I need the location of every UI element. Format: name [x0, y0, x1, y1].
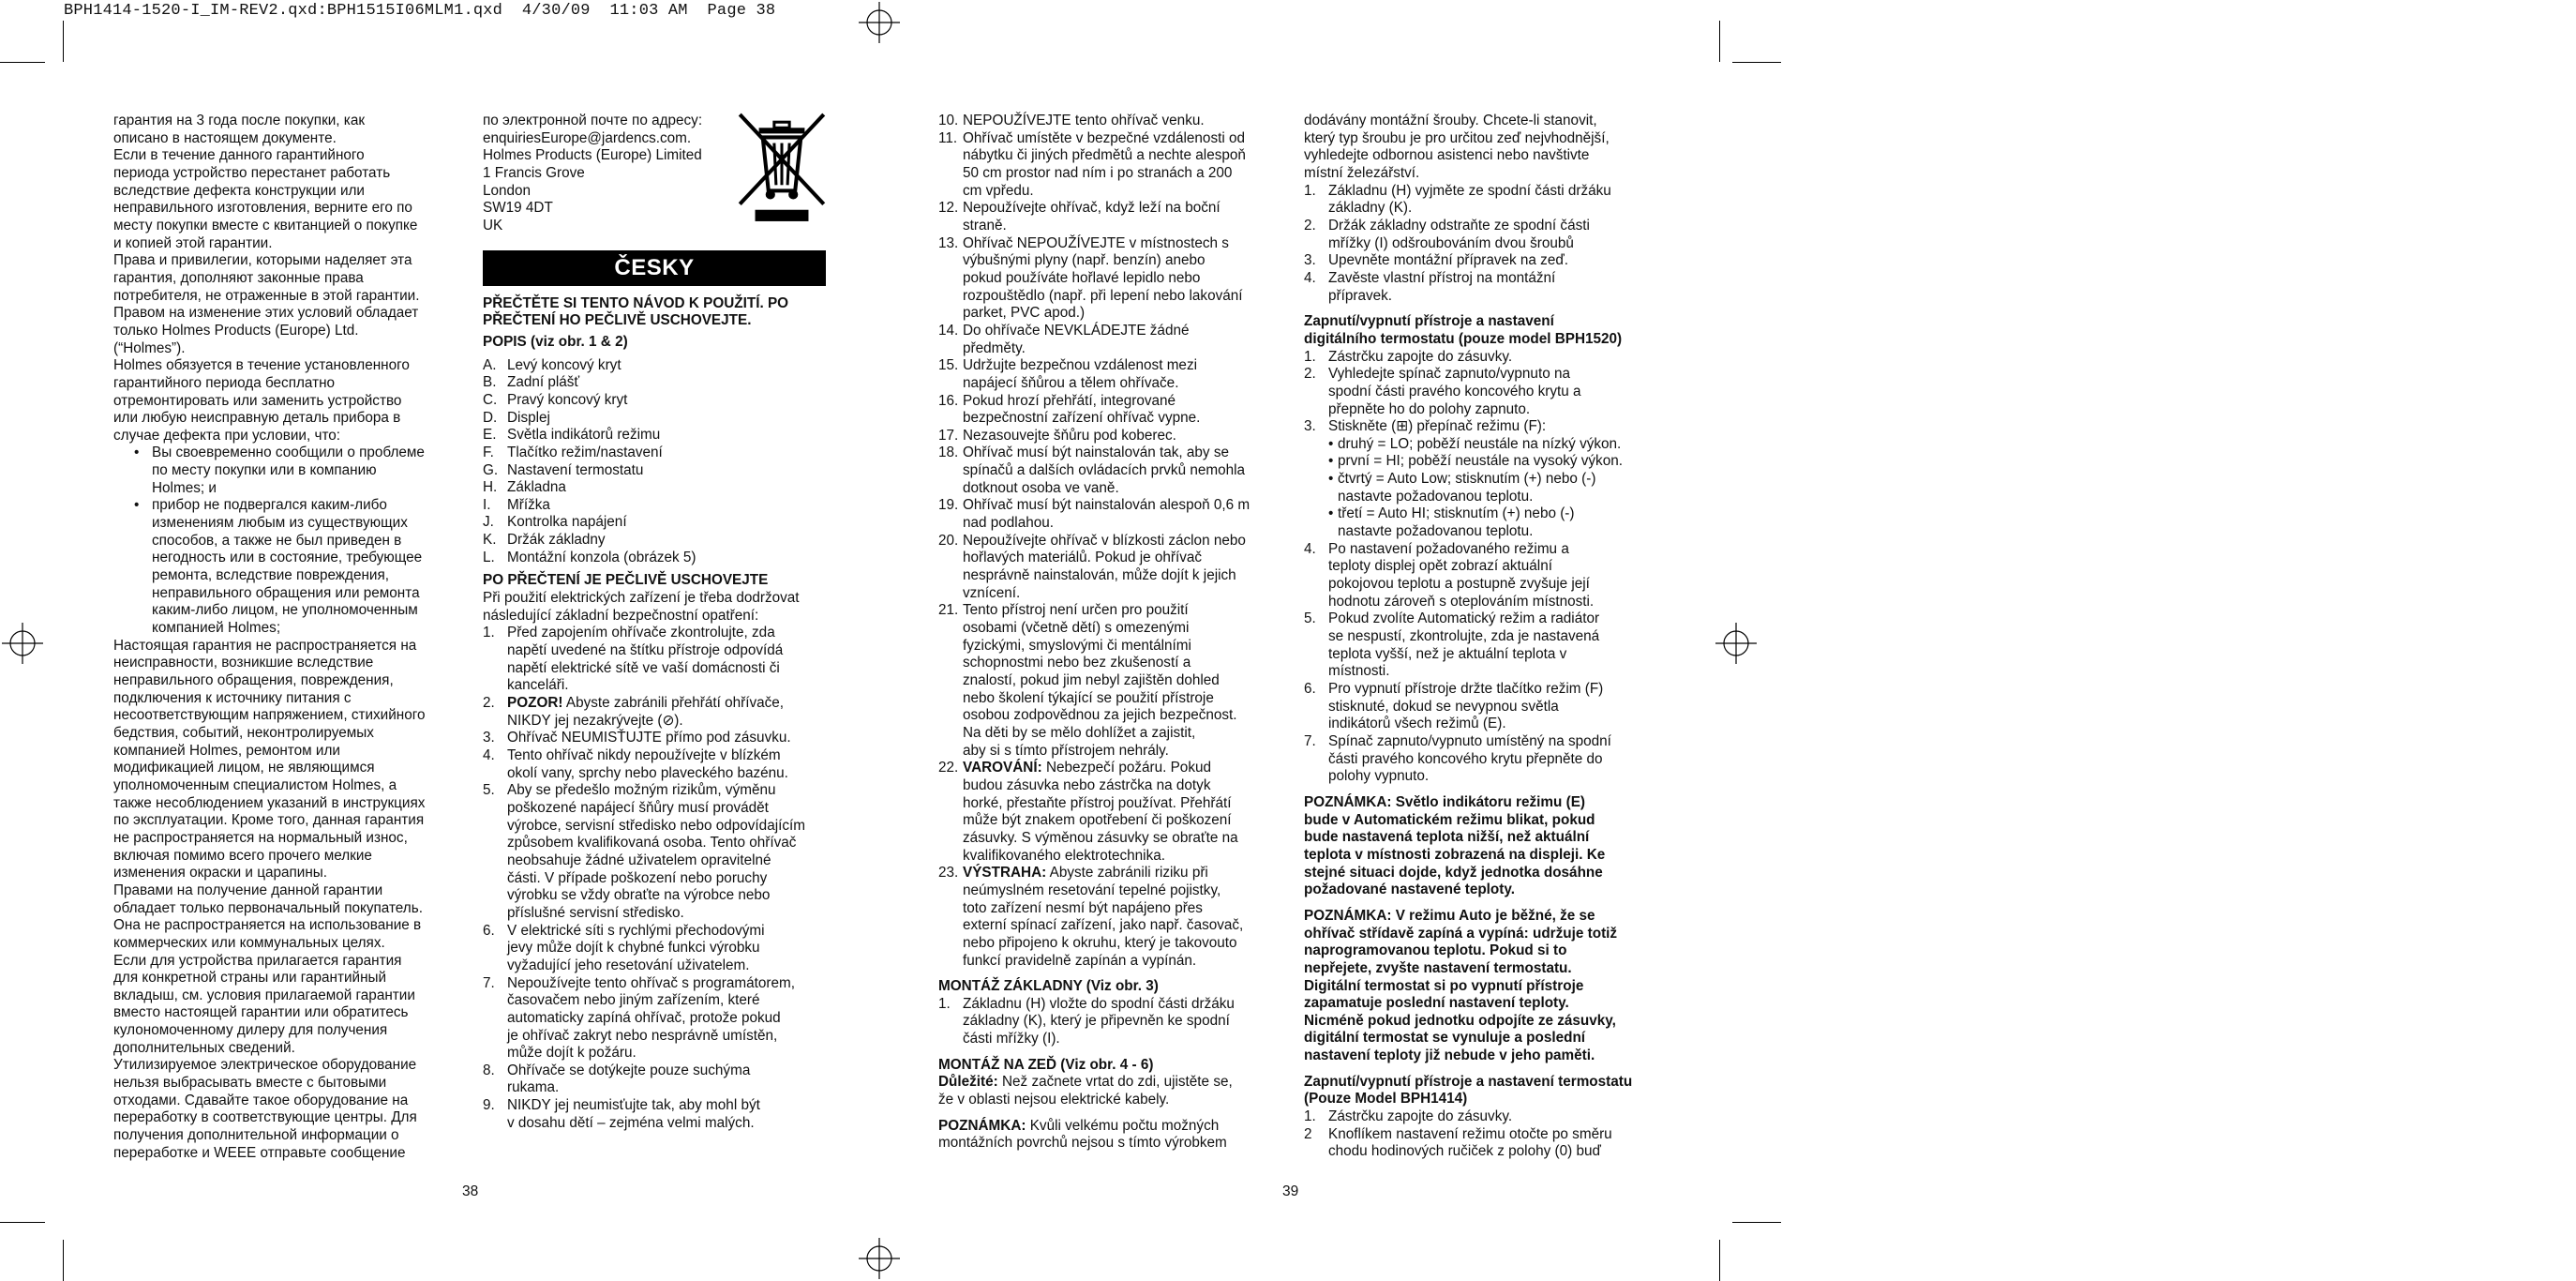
- list-item: 11. Ohřívač umístěte v bezpečné vzdálenosti od nábytku či jiných předmětů a nechte alespoň 50 cm prostor nad ním i po stranách a 200 cm vpředu.: [938, 129, 1246, 199]
- list-item: 9. NIKDY jej neumisťujte tak, aby mohl být v dosahu dětí – zejména velmi malých.: [483, 1097, 760, 1131]
- bullet-item: • прибор не подвергался каким-либо изменениям любым из существующих способов, а также не был приведен в негодность или в состояние, требующее ремонта, вследствие повреждения, неправильного обращения или ремонта каким-либо лицом, не уполномоченным компанией Holmes;: [134, 497, 423, 637]
- column-4-czech-operation: [1304, 113, 1660, 1161]
- crop-mark: [63, 1240, 64, 1281]
- note-paragraph: POZNÁMKA: Kvůli velkému počtu možných montážních povrchů nejsou s tímto výrobkem: [938, 1117, 1227, 1152]
- address-block: по электронной почте по адресу: enquiriesEurope@jardencs.com. Holmes Products (Europe) Limited 1 Francis Grove London SW19 4DT UK: [483, 113, 703, 234]
- list-item: 22. VAROVÁNÍ: Nebezpečí požáru. Pokud budou zásuvka nebo zástrčka na dotyk horké, přestaňte přístroj používat. Přehřátí může být znakem opotřebení či poškození zásuvky. S výměnou zásuvky se obraťte na kvalifikovaného elektrotechnika.: [938, 760, 1238, 864]
- crop-mark: [1732, 1222, 1781, 1223]
- list-item: 12. Nepoužívejte ohřívač, když leží na boční straně.: [938, 200, 1221, 234]
- paragraph: Утилизируемое электрическое оборудование нельзя выбрасывать вместе с бытовыми отходами. Сдавайте такое оборудование на переработку в соответствующие центры. Для получения дополнительной информации о переработке и WEEE отправьте сообщение: [113, 1057, 417, 1161]
- registration-mark-icon: [859, 1238, 900, 1279]
- safety-heading: PO PŘEČTENÍ JE PEČLIVĚ USCHOVEJTE: [483, 572, 769, 589]
- list-item: 1. Základnu (H) vložte do spodní části držáku základny (K), který je připevněn ke spodní části mřížky (I).: [938, 995, 1235, 1047]
- note-indicator-paragraph: POZNÁMKA: Světlo indikátoru režimu (E) bude v Automatickém režimu blikat, pokud bude nastavená teplota nižší, než aktuální teplota v místnosti zobrazená na displeji. Ke stejné situaci dojde, když jednotka dosáhne požadované nastavené teploty.: [1304, 793, 1606, 898]
- paragraph: dodávány montážní šrouby. Chcete-li stanovit, který typ šroubu je pro určitou zeď nejvhodnější, vyhledejte odbornou asistenci nebo navštivte místní železářství.: [1304, 113, 1610, 181]
- list-item: 4. Tento ohřívač nikdy nepoužívejte v blízkém okolí vany, sprchy nebo plaveckého bazénu.: [483, 747, 788, 781]
- list-item: 23. VÝSTRAHA: Abyste zabránili riziku při neúmyslném resetování tepelné pojistky, toto zařízení nesmí být napájeno přes externí spínací zařízení, jako např. časovač, nebo připojeno k okruhu, který je takovouto funkcí pravidelně zapínán a vypínán.: [938, 865, 1244, 969]
- list-item: K. Držák základny: [483, 532, 606, 549]
- paragraph: Правами на получение данной гарантии обладает только первоначальный покупатель. Она не распространяется на использование в коммерческих или коммунальных целях.: [113, 882, 423, 951]
- list-item: E. Světla indikátorů režimu: [483, 427, 661, 444]
- list-item: 7. Spínač zapnuto/vypnuto umístěný na spodní části pravého koncového krytu přepněte do polohy vypnuto.: [1304, 732, 1611, 785]
- list-item: 13. Ohřívač NEPOUŽÍVEJTE v místnostech s výbušnými plyny (např. benzín) anebo pokud používáte hořlavé lepidlo nebo rozpouštědlo (např. při lepení nebo lakování parket, PVC apod.): [938, 234, 1243, 322]
- list-item: 1. Základnu (H) vyjměte ze spodní části držáku základny (K).: [1304, 182, 1611, 217]
- list-item: 6. V elektrické síti s rychlými přechodovými jevy může dojít k chybné funkci výrobku vyžadující jeho resetování uživatelem.: [483, 922, 765, 973]
- crop-mark: [63, 21, 64, 62]
- list-item: 20. Nepoužívejte ohřívač v blízkosti záclon nebo hořlavých materiálů. Pokud je ohřívač nesprávně nainstalován, může dojít k jejich vznícení.: [938, 532, 1246, 601]
- crop-mark: [1732, 62, 1781, 63]
- read-instructions-heading: PŘEČTĚTE SI TENTO NÁVOD K POUŽITÍ. PO PŘEČTENÍ HO PEČLIVĚ USCHOVEJTE.: [483, 294, 789, 329]
- list-item: H. Základna: [483, 479, 566, 496]
- safety-list: [483, 625, 826, 1132]
- list-item: 10. NEPOUŽÍVEJTE tento ohřívač venku.: [938, 113, 1205, 128]
- bullet-item: • první = HI; poběží neustále na vysoký výkon.: [1328, 453, 1623, 470]
- list-item: L. Montážní konzola (obrázek 5): [483, 549, 696, 565]
- list-item: B. Zadní plášť: [483, 374, 580, 391]
- list-item: 5. Pokud zvolíte Automatický režim a radiátor se nespustí, zkontrolujte, zda je nastavená teplota vyšší, než je aktuální teplota v místnosti.: [1304, 610, 1600, 680]
- list-item: 21. Tento přístroj není určen pro použití osobami (včetně dětí) s omezenými fyzickými, smyslovými či mentálními schopnostmi nebo bez zkušeností a znalostí, pokud jim nebyl zajištěn dohled nebo školení týkající se použití přístroje osobou zodpovědnou za jejich bezpečnost. Na děti by se mělo dohlížet a zajistit, aby si s tímto přístrojem nehrály.: [938, 602, 1237, 759]
- list-item: J. Kontrolka napájení: [483, 514, 627, 531]
- list-item: 2. POZOR! Abyste zabránili přehřátí ohřívače, NIKDY jej nezakrývejte (⊘).: [483, 695, 785, 729]
- list-item: 1. Před zapojením ohřívače zkontrolujte, zda napětí uvedené na štítku přístroje odpovídá napětí elektrické sítě ve vaší domácnosti či kanceláři.: [483, 625, 784, 694]
- crop-mark: [0, 62, 45, 63]
- list-item: 1. Zástrčku zapojte do zásuvky.: [1304, 348, 1513, 365]
- list-item: 14. Do ohřívače NEVKLÁDEJTE žádné předměty.: [938, 322, 1190, 356]
- registration-mark-icon: [1715, 623, 1757, 664]
- list-item: 3. Stiskněte (⊞) přepínač režimu (F):: [1304, 418, 1547, 435]
- thermostat-heading: Zapnutí/vypnutí přístroje a nastavení digitálního termostatu (pouze model BPH1520): [1304, 313, 1623, 347]
- bph1414-heading: Zapnutí/vypnutí přístroje a nastavení termostatu (Pouze Model BPH1414): [1304, 1073, 1633, 1108]
- bullet-item: • druhý = LO; poběží neustále na nízký výkon.: [1328, 435, 1622, 452]
- list-item: 3. Ohřívač NEUMISŤUJTE přímo pod zásuvku.: [483, 730, 791, 746]
- list-item: 3. Upevněte montážní přípravek na zeď.: [1304, 252, 1568, 269]
- list-item: F. Tlačítko režim/nastavení: [483, 444, 663, 460]
- bullet-item: • Вы своевременно сообщили о проблеме по месту покупки или в компанию Holmes; и: [134, 445, 425, 496]
- list-item: 8. Ohřívače se dotýkejte pouze suchýma rukama.: [483, 1062, 751, 1096]
- parts-list: [483, 357, 826, 567]
- bullet-item: • třetí = Auto HI; stisknutím (+) nebo (-) nastavte požadovanou teplotu.: [1328, 505, 1575, 540]
- list-item: 4. Po nastavení požadovaného režimu a teploty displej opět zobrazí aktuální pokojovou teplotu a postupně zvyšuje její hodnotu zároveň s oteplováním místnosti.: [1304, 540, 1595, 610]
- wall-mount-heading: MONTÁŽ NA ZEĎ (Viz obr. 4 - 6): [938, 1056, 1154, 1073]
- page-number-left: 38: [462, 1183, 479, 1199]
- list-item: 4. Zavěste vlastní přístroj na montážní přípravek.: [1304, 269, 1556, 304]
- description-heading: POPIS (viz obr. 1 & 2): [483, 333, 628, 350]
- list-item: G. Nastavení termostatu: [483, 461, 644, 478]
- safety-intro: Při použití elektrických zařízení je třeba dodržovat následující základní bezpečnostní opatření:: [483, 590, 800, 624]
- thermostat-steps-list: [1304, 349, 1660, 786]
- column-1-russian-warranty: [113, 113, 462, 1162]
- list-item: A. Levý koncový kryt: [483, 356, 622, 373]
- list-item: 2 Knoflíkem nastavení režimu otočte po směru chodu hodinových ručiček z polohy (0) buď: [1304, 1125, 1612, 1160]
- list-item: 1. Zástrčku zapojte do zásuvky.: [1304, 1108, 1513, 1125]
- paragraph: гарантия на 3 года после покупки, как описано в настоящем документе. Если в течение данного гарантийного периода устройство перестанет работать вследствие дефекта конструкции или неправильного изготовления, верните его по месту покупки вместе с квитанцией о покупке и копией этой гарантии.: [113, 113, 418, 251]
- safety-list-continued: [938, 113, 1285, 970]
- base-assembly-heading: MONTÁŽ ZÁKLADNY (Viz obr. 3): [938, 978, 1159, 995]
- list-item: 2. Vyhledejte spínač zapnuto/vypnuto na spodní části pravého koncového krytu a přepněte ho do polohy zapnuto.: [1304, 366, 1581, 417]
- list-item: 15. Udržujte bezpečnou vzdálenost mezi napájecí šňůrou a tělem ohřívače.: [938, 357, 1197, 391]
- crop-mark: [1719, 21, 1720, 62]
- important-note: Důležité: Než začnete vrtat do zdi, ujistěte se, že v oblasti nejsou elektrické kabely.: [938, 1074, 1233, 1108]
- bullet-item: • čtvrtý = Auto Low; stisknutím (+) nebo (-) nastavte požadovanou teplotu.: [1328, 471, 1596, 505]
- list-item: 6. Pro vypnutí přístroje držte tlačítko režim (F) stisknuté, dokud se nevypnou světla indikátorů všech režimů (E).: [1304, 681, 1604, 732]
- registration-mark-icon: [859, 2, 900, 43]
- column-3-czech-safety: [938, 113, 1285, 1153]
- paragraph: Настоящая гарантия не распространяется на неисправности, возникшие вследствие неправильного обращения, повреждения, подключения к источнику питания с несоответствующим напряжением, стихийного бедствия, событий, неконтролируемых компанией Holmes, ремонтом или модификацией лицом, не являющимся уполномоченным специалистом Holmes, а также несоблюдением указаний в инструкциях по эксплуатации. Кроме того, данная гарантия не распространяется на нормальный износ, включая помимо всего прочего мелкие изменения окраски и царапины.: [113, 637, 426, 882]
- list-item: 18. Ohřívač musí být nainstalován tak, aby se spínačů a dalších ovládacích prvků nemohla dotknout osoba ve vaně.: [938, 445, 1246, 496]
- list-item: 2. Držák základny odstraňte ze spodní části mřížky (I) odšroubováním dvou šroubů: [1304, 217, 1590, 251]
- language-banner: ČESKY: [483, 250, 826, 286]
- crop-mark: [0, 1222, 45, 1223]
- list-item: 5. Aby se předešlo možným rizikům, výměnu poškozené napájecí šňůry musí provádět výrobce, servisní středisko nebo odpovídajícím způsobem kvalifikovaná osoba. Tento ohřívač neobsahuje žádné uživatelem opravitelné části. V případe poškození nebo poruchy výrobku se vždy obraťte na výrobce nebo příslušné servisní středisko.: [483, 782, 805, 921]
- list-item: D. Displej: [483, 409, 550, 426]
- paragraph: Права и привилегии, которыми наделяет эта гарантия, дополняют законные права потребителя, не отраженные в этой гарантии. Правом на изменение этих условий обладает только Holmes Products (Europe) Ltd. (“Holmes”).: [113, 252, 420, 356]
- crop-mark: [1719, 1240, 1720, 1281]
- paragraph: Holmes обязуется в течение установленного гарантийного периода бесплатно отремонтировать или заменить устройство или любую неисправную деталь прибора в случае дефекта при условии, что:: [113, 357, 410, 444]
- note-auto-mode-paragraph: POZNÁMKA: V režimu Auto je běžné, že se ohřívač střídavě zapíná a vypíná: udržuje totiž naprogramovanou teplotu. Pokud si to nepřejete, zvyšte nastavení termostatu. Digitální termostat si po vypnutí přístroje zapamatuje poslední nastavení teploty. Nicméně pokud jednotku odpojíte ze zásuvky, digitální termostat se vynuluje a poslední nastavení teploty již nebude v jeho paměti.: [1304, 907, 1618, 1064]
- registration-mark-icon: [2, 623, 43, 664]
- mount-steps-list: [1304, 183, 1660, 306]
- list-item: 17. Nezasouvejte šňůru pod koberec.: [938, 427, 1176, 444]
- column-2-czech-intro: [483, 113, 826, 1132]
- list-item: 16. Pokud hrozí přehřátí, integrované bezpečnostní zařízení ohřívač vypne.: [938, 392, 1201, 427]
- list-item: 19. Ohřívač musí být nainstalován alespoň 0,6 m nad podlahou.: [938, 497, 1251, 532]
- list-item: 7. Nepoužívejte tento ohřívač s programátorem, časovačem nebo jiným zařízením, které automaticky zapíná ohřívač, protože pokud je ohřívač zakryt nebo nesprávně umístěn, může dojít k požáru.: [483, 974, 795, 1062]
- paragraph: Если для устройства прилагается гарантия для конкретной страны или гарантийный вкладыш, см. условия прилагаемой гарантии вместо настоящей гарантии или обратитесь кулономоченному дилеру для получения дополнительных сведений.: [113, 952, 415, 1056]
- page-number-right: 39: [1282, 1183, 1299, 1199]
- print-slug-header: BPH1414-1520-I_IM-REV2.qxd:BPH1515I06MLM1.qxd 4/30/09 11:03 AM Page 38: [64, 2, 776, 20]
- list-item: C. Pravý koncový kryt: [483, 391, 628, 408]
- list-item: I. Mřížka: [483, 496, 550, 513]
